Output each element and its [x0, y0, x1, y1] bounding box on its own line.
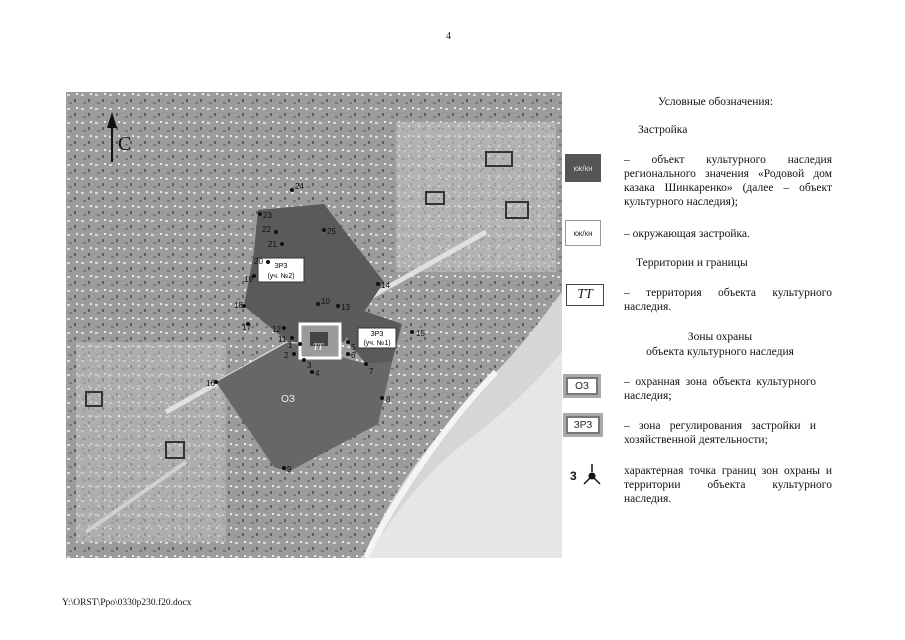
legend-title: Условные обозначения: [658, 96, 774, 108]
legend-section-territories: Территории и границы [636, 257, 748, 269]
point-label: 13 [341, 303, 350, 312]
site-map [66, 92, 562, 558]
point-label: 25 [327, 227, 336, 236]
legend-swatch-heritage-object: кж/кн [565, 154, 601, 182]
legend-text-surrounding-buildings: – окружающая застройка. [624, 228, 750, 240]
point-label: 16 [206, 379, 215, 388]
point-label: 9 [287, 465, 292, 474]
point-label: 6 [351, 351, 356, 360]
legend-swatch-territory: ТТ [566, 284, 604, 306]
point-label: 12 [272, 325, 281, 334]
point-label: 11 [278, 335, 287, 344]
legend-text-regulation-zone: – зона регулирования застройки и хозяйственной деятельности; [624, 420, 816, 446]
point-label: 14 [381, 281, 390, 290]
point-label: 5 [351, 343, 356, 352]
zrz1-label: ЗРЗ [370, 331, 384, 338]
point-label: 21 [268, 240, 277, 249]
point-label: 22 [262, 225, 271, 234]
point-label: 8 [386, 395, 391, 404]
legend-swatch-boundary-point [570, 464, 606, 490]
point-label: 2 [284, 351, 289, 360]
point-label: 3 [307, 361, 312, 370]
legend-section-zones-line2: объекта культурного наследия [646, 346, 794, 358]
point-label: 23 [263, 211, 272, 220]
point-label: 10 [321, 297, 330, 306]
point-label: 4 [315, 369, 320, 378]
footer-file-path: Y:\ORST\Ppo\0330p230.f20.docx [62, 598, 192, 608]
legend-section-zones-line1: Зоны охраны [687, 331, 753, 343]
tt-label: ТТ [312, 342, 324, 352]
zrz2-label: ЗРЗ [274, 263, 288, 270]
north-label: С [118, 133, 132, 155]
legend-swatch-regulation-zone: ЗРЗ [566, 416, 600, 434]
legend-section-zones [620, 330, 820, 360]
point-marker-icon [589, 473, 596, 480]
point-label: 7 [369, 367, 374, 376]
zrz1-sublabel: (уч. №1) [363, 340, 391, 347]
point-label: 24 [295, 182, 304, 191]
point-label: 18 [234, 301, 243, 310]
legend-text-heritage-object: – объект культурного наследия регионального значения «Родовой дом казака Шинкаренко» (далее – объект культурного наследия); [624, 154, 832, 208]
point-label: 1 [288, 341, 293, 350]
legend-swatch-surrounding-buildings: кж/кн [565, 220, 601, 246]
zrz2-sublabel: (уч. №2) [267, 273, 295, 280]
page-number: 4 [446, 31, 451, 42]
point-label: 20 [254, 257, 263, 266]
legend-text-boundary-point: характерная точка границ зон охраны и территории объекта культурного наследия. [624, 465, 832, 505]
point-label: 15 [416, 329, 425, 338]
legend-text-protection-zone: – охранная зона объекта культурного наследия; [624, 376, 816, 402]
legend-point-number: 3 [570, 469, 577, 483]
point-label: 19 [244, 275, 253, 284]
oz-label: ОЗ [281, 394, 295, 405]
legend-section-buildings: Застройка [638, 124, 688, 136]
point-label: 17 [242, 323, 251, 332]
legend-text-territory: – территория объекта культурного наследия. [624, 287, 832, 313]
legend-swatch-protection-zone: ОЗ [566, 377, 598, 395]
